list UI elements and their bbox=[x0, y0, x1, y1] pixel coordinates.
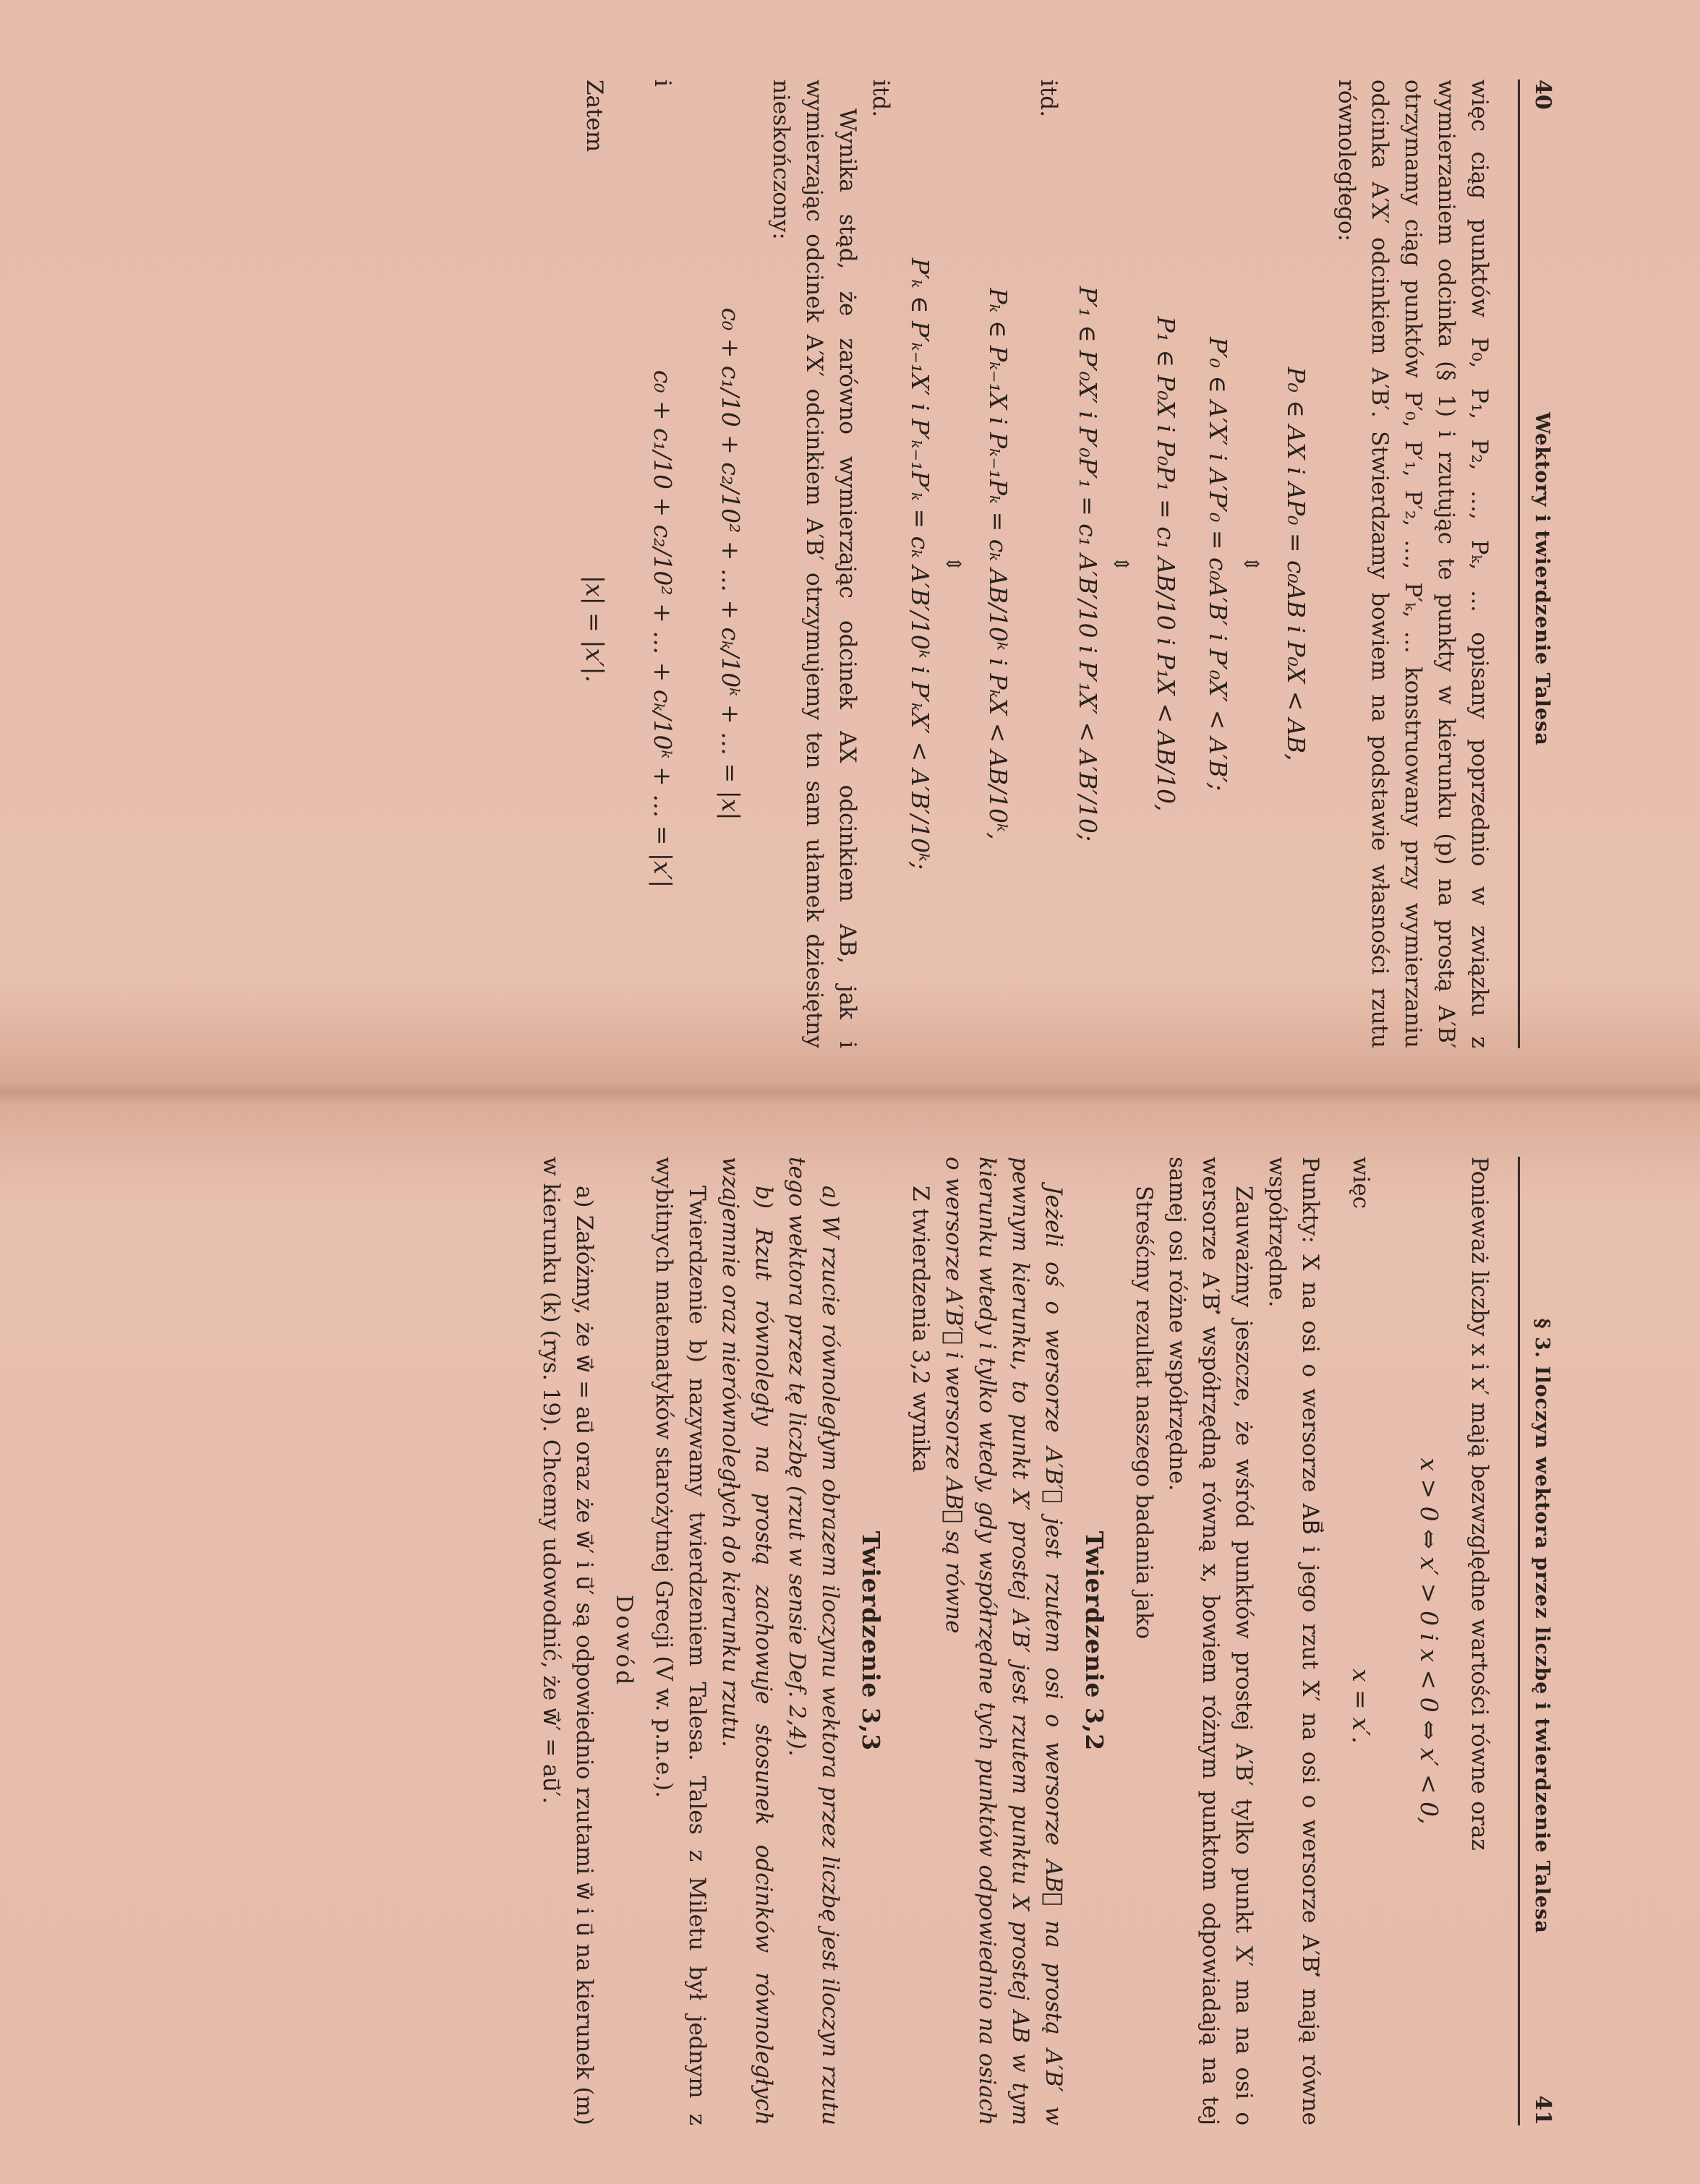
formula: P₁ ∈ P₀X i P₀P₁ = c₁ AB/10 i P₁X < AB/10, bbox=[1152, 316, 1180, 812]
paragraph: Twierdzenie b) nazywamy twierdzeniem Talesa. Tales z Miletu był jednym z wybitnych matematyków starożytnej Grecji (V w. p.n.e.). bbox=[651, 1157, 710, 2125]
formula: x = x′. bbox=[1347, 1669, 1375, 1744]
paragraph: Z twierdzenia 3,2 wynika bbox=[907, 1186, 934, 1473]
formula: x > 0 ⇔ x′ > 0 i x < 0 ⇔ x′ < 0, bbox=[1415, 1457, 1443, 1825]
formula-row bbox=[560, 80, 628, 1048]
theorem-text: b) Rzut równoległy na prostą zachowuje stosunek odcinków równoległych wzajemnie oraz nierównoległych do kierunku rzutu. bbox=[717, 1157, 777, 2125]
paragraph: Streśćmy rezultat naszego badania jako bbox=[1131, 1186, 1157, 1640]
paragraph: Zauważmy jeszcze, że wśród punktów prostej A′B′ tylko punkt X′ ma na osi o wersorze A′B′⃗ współrzędną równą x, bowiem różnym punktom odpowiadają na tej samej osi różne współrzędne. bbox=[1164, 1157, 1257, 2125]
label-wiec: więc bbox=[1348, 1157, 1374, 1209]
formula: P′₀ ∈ A′X′ i A′P′₀ = c₀A′B′ i P′₀X′ < A′B′; bbox=[1204, 336, 1232, 792]
label-i: i bbox=[649, 80, 675, 87]
formula: |x| = |x′|. bbox=[581, 575, 609, 683]
formula: c₀ + c₁/10 + c₂/10² + … + cₖ/10ᵏ + … = |x| bbox=[717, 307, 745, 821]
equivalence-icon: ⇕ bbox=[1239, 555, 1263, 573]
paragraph: Wynika stąd, że zarówno wymierzając odcinek AX odcinkiem AB, jak i wymierzając odcinek A′X′ odcinkiem A′B′ otrzymujemy ten sam ułamek dziesiętny nieskończony: bbox=[768, 80, 860, 1048]
paragraph: a) Załóżmy, że w⃗ = au⃗ oraz że w⃗′ i u⃗′ są odpowiednio rzutami w⃗ i u⃗ na kierunek (m) w kierunku (k) (rys. 19). Chcemy udowodnić, że w⃗′ = au⃗′. bbox=[538, 1157, 597, 2125]
formula: Pₖ ∈ Pₖ₋₁X i Pₖ₋₁Pₖ = cₖ AB/10ᵏ i PₖX < AB/10ᵏ, bbox=[984, 288, 1012, 840]
theorem-text: Jeżeli oś o wersorze A′B′⃗ jest rzutem osi o wersorze AB⃗ na prostą A′B′ w pewnym kierunku, to punkt X′ prostej A′B′ jest rzutem punktu X prostej AB w tym kierunku wtedy i tylko wtedy, gdy współrzędne tych punktów odpowiednio na osiach o wersorze A′B′⃗ i wersorze AB⃗ są równe bbox=[941, 1157, 1067, 2125]
label-itd: itd. bbox=[1035, 80, 1062, 118]
theorem-heading: Twierdzenie 3,3 bbox=[857, 1530, 885, 1752]
proof-heading: Dowód bbox=[611, 1594, 637, 1688]
theorem-text: a) W rzucie równoległym obrazem iloczynu wektora przez liczbę jest iloczyn rzutu tego wektora przez tę liczbę (rzut w sensie Def. 2,4). bbox=[784, 1157, 843, 2125]
label-zatem: Zatem bbox=[581, 80, 607, 153]
page-40 bbox=[0, 51, 1700, 1077]
running-title: § 3. Iloczyn wektora przez liczbę i twierdzenie Talesa bbox=[1531, 1318, 1553, 1934]
equivalence-icon: ⇕ bbox=[1109, 555, 1133, 573]
page-number: 41 bbox=[1530, 2095, 1555, 2125]
running-title: Wektory i twierdzenie Talesa bbox=[1531, 411, 1553, 746]
equivalence-icon: ⇕ bbox=[941, 555, 965, 573]
paragraph: Ponieważ liczby x i x′ mają bezwzględne wartości równe oraz bbox=[1466, 1157, 1492, 1851]
theorem-heading: Twierdzenie 3,2 bbox=[1080, 1530, 1109, 1752]
paragraph: więc ciąg punktów P₀, P₁, P₂, …, Pₖ, … opisany poprzednio w związku z wymierzaniem odcinka (§ 1) i rzutując te punkty w kierunku (p) na prostą A′B′ otrzymamy ciąg punktów P′₀, P′₁, P′₂, …, P′ₖ, … konstruowany przy wymierzaniu odcinka A′X′ odcinkiem A′B′. Stwierdzamy bowiem na podstawie własności rzutu równoległego: bbox=[1333, 80, 1492, 1048]
page-41 bbox=[0, 1128, 1700, 2154]
formula: P′ₖ ∈ P′ₖ₋₁X′ i P′ₖ₋₁P′ₖ = cₖ A′B′/10ᵏ i P′ₖX′ < A′B′/10ᵏ; bbox=[906, 257, 934, 870]
running-head-left bbox=[1518, 80, 1555, 1048]
formula: P₀ ∈ AX i AP₀ = c₀AB i P₀X < AB, bbox=[1282, 367, 1310, 761]
formula: c₀ + c₁/10 + c₂/10² + … + cₖ/10ᵏ + … = |x′| bbox=[649, 369, 677, 888]
label-itd: itd. bbox=[868, 80, 894, 118]
formula-row bbox=[628, 80, 696, 1048]
paragraph: Punkty: X na osi o wersorze AB⃗ i jego rzut X′ na osi o wersorze A′B′⃗ mają równe współrzędne. bbox=[1264, 1157, 1323, 2125]
formula-row bbox=[1327, 1157, 1395, 2125]
formula: P′₁ ∈ P′₀X′ i P′₀P′₁ = c₁ A′B′/10 i P′₁X′ < A′B′/10; bbox=[1074, 286, 1102, 842]
page-number: 40 bbox=[1530, 80, 1555, 110]
running-head-right bbox=[1518, 1157, 1555, 2125]
